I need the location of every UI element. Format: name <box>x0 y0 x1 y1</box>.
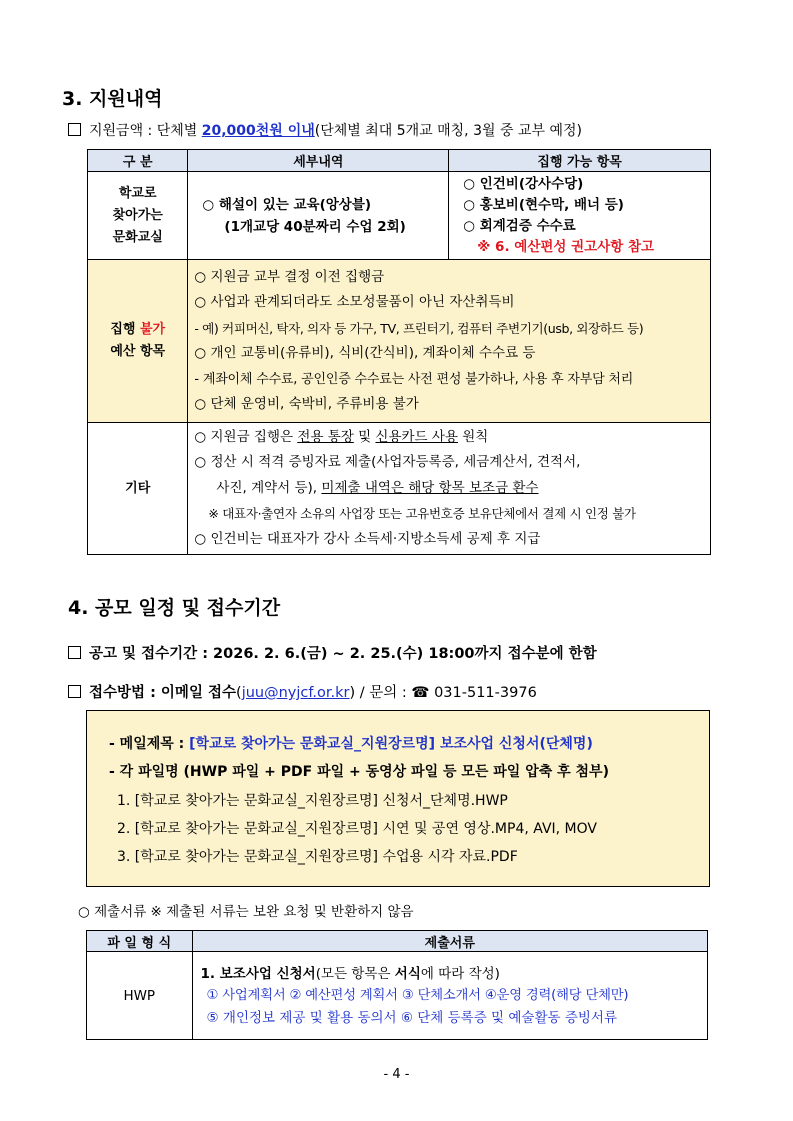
table-row <box>88 172 711 260</box>
documents-cell: 1. 보조사업 신청서(모든 항목은 서식에 따라 작성) ① 사업계획서 ② 예산편성 계획서 ③ 단체소개서 ④운영 경력(해당 단체만) ⑤ 개인정보 제공 및 활용 동의서 ⑥ 단체 등록증 및 예술활동 증빙서류 <box>192 952 707 1040</box>
application-period-line: 공고 및 접수기간 : 2026. 2. 6.(금) ~ 2. 25.(수) 18:00까지 접수분에 한함 <box>68 642 597 663</box>
file-name-2: 2. [학교로 찾아가는 문화교실_지원장르명] 시연 및 공연 영상.MP4, AVI, MOV <box>117 821 597 837</box>
file-name-rule: - 각 파일명 (HWP 파일 + PDF 파일 + 동영상 파일 등 모든 파일 압축 후 첨부) <box>109 764 609 780</box>
table-row <box>88 260 711 423</box>
section-4-title: 4. 공모 일정 및 접수기간 <box>68 597 281 619</box>
header-file-format: 파 일 형 식 <box>87 931 193 952</box>
row-items-school: ○ 인건비(강사수당) ○ 홍보비(현수막, 배너 등) ○ 회계검증 수수료 ※ 6. 예산편성 권고사항 참고 <box>449 172 711 260</box>
section-3-title: 3. 지원내역 <box>62 88 163 110</box>
email-link[interactable]: juu@nyjcf.or.kr <box>241 685 350 701</box>
mail-subject-line: - 메일제목 : [학교로 찾아가는 문화교실_지원장르명] 보조사업 신청서(단체명) <box>109 736 593 752</box>
file-format-cell: HWP <box>87 952 193 1040</box>
row-category-other: 기타 <box>88 423 188 555</box>
support-amount-value: 20,000천원 이내 <box>201 123 315 139</box>
submission-table <box>86 930 708 1040</box>
phone-icon: ☎ <box>411 685 430 701</box>
submission-note: ○ 제출서류 ※ 제출된 서류는 보완 요청 및 반환하지 않음 <box>78 904 414 920</box>
row-other-list: ○ 지원금 집행은 전용 통장 및 신용카드 사용 원칙 ○ 정산 시 적격 증빙자료 제출(사업자등록증, 세금계산서, 견적서, 사진, 계약서 등), 미제출 내역은 해당 항목 보조금 환수 ※ 대표자·출연자 소유의 사업장 또는 고유번호증 보유단체에서 결제 시 인정 불가 ○ 인건비는 대표자가 강사 소득세·지방소득세 공제 후 지급 <box>188 423 711 555</box>
header-category: 구 분 <box>88 150 188 172</box>
budget-note: ※ 6. 예산편성 권고사항 참고 <box>477 238 655 255</box>
table-row <box>87 952 708 1040</box>
header-items: 집행 가능 항목 <box>449 150 711 172</box>
header-detail: 세부내역 <box>188 150 449 172</box>
header-documents: 제출서류 <box>192 931 707 952</box>
square-bullet-icon <box>68 685 81 698</box>
table-row <box>88 423 711 555</box>
square-bullet-icon <box>68 123 81 136</box>
page-number: - 4 - <box>383 1067 410 1082</box>
support-details-table <box>87 149 711 555</box>
row-category-school: 학교로 찾아가는 문화교실 <box>88 172 188 260</box>
row-prohibited-list: ○ 지원금 교부 결정 이전 집행금 ○ 사업과 관계되더라도 소모성물품이 아닌 자산취득비 - 예) 커피머신, 탁자, 의자 등 가구, TV, 프린터기, 컴퓨터 주변기기(usb, 외장하드 등) ○ 개인 교통비(유류비), 식비(간식비), 계좌이체 수수료 등 - 계좌이체 수수료, 공인인증 수수료는 사전 편성 불가하나, 사용 후 자부담 처리 ○ 단체 운영비, 숙박비, 주류비용 불가 <box>188 260 711 423</box>
file-name-1: 1. [학교로 찾아가는 문화교실_지원장르명] 신청서_단체명.HWP <box>117 793 508 809</box>
file-name-3: 3. [학교로 찾아가는 문화교실_지원장르명] 수업용 시각 자료.PDF <box>117 849 518 865</box>
row-detail-school: ○ 해설이 있는 교육(앙상블) (1개교당 40분짜리 수업 2회) <box>188 172 449 260</box>
row-category-prohibited: 집행 불가 예산 항목 <box>88 260 188 423</box>
table-header-row <box>87 931 708 952</box>
application-method-line: 접수방법 : 이메일 접수(juu@nyjcf.or.kr) / 문의 : ☎ 031-511-3976 <box>68 681 537 702</box>
support-amount-line: 지원금액 : 단체별 20,000천원 이내(단체별 최대 5개교 매칭, 3월 중 교부 예정) <box>68 120 582 140</box>
email-instructions-box <box>86 710 710 887</box>
square-bullet-icon <box>68 646 81 659</box>
table-header-row <box>88 150 711 172</box>
